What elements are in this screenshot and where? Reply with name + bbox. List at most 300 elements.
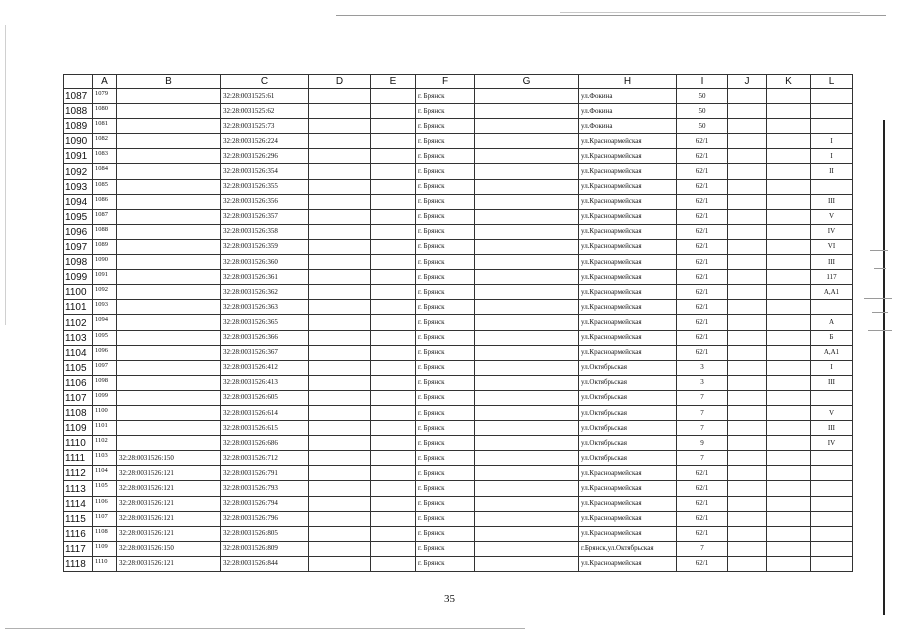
cell-g[interactable] [475,300,579,315]
cell-a[interactable]: 1102 [93,436,117,451]
cell-a[interactable]: 1106 [93,496,117,511]
cell-h[interactable]: ул.Красноармейская [579,270,677,285]
cell-b[interactable]: 32:28:0031526:121 [117,466,221,481]
cell-c[interactable]: 32:28:0031526:356 [221,194,309,209]
cell-d[interactable] [309,421,371,436]
cell-i[interactable]: 62/1 [677,315,728,330]
cell-d[interactable] [309,481,371,496]
cell-b[interactable] [117,239,221,254]
cell-f[interactable]: г. Брянск [416,104,475,119]
cell-j[interactable] [728,556,767,571]
cell-l[interactable]: III [811,421,853,436]
cell-j[interactable] [728,179,767,194]
cell-j[interactable] [728,209,767,224]
cell-b[interactable] [117,194,221,209]
cell-j[interactable] [728,89,767,104]
cell-a[interactable]: 1099 [93,390,117,405]
cell-j[interactable] [728,270,767,285]
cell-l[interactable] [811,511,853,526]
cell-i[interactable]: 50 [677,104,728,119]
row-number[interactable]: 1115 [64,511,93,526]
cell-a[interactable]: 1086 [93,194,117,209]
cell-d[interactable] [309,345,371,360]
cell-k[interactable] [767,119,811,134]
cell-j[interactable] [728,164,767,179]
cell-d[interactable] [309,149,371,164]
cell-i[interactable]: 62/1 [677,481,728,496]
cell-c[interactable]: 32:28:0031526:413 [221,375,309,390]
cell-f[interactable]: г. Брянск [416,134,475,149]
cell-e[interactable] [371,134,416,149]
cell-c[interactable]: 32:28:0031526:614 [221,405,309,420]
cell-g[interactable] [475,119,579,134]
cell-e[interactable] [371,300,416,315]
cell-c[interactable]: 32:28:0031526:224 [221,134,309,149]
cell-j[interactable] [728,405,767,420]
cell-h[interactable]: ул.Красноармейская [579,194,677,209]
cell-f[interactable]: г. Брянск [416,375,475,390]
cell-a[interactable]: 1080 [93,104,117,119]
cell-f[interactable]: г. Брянск [416,224,475,239]
cell-d[interactable] [309,255,371,270]
row-number[interactable]: 1117 [64,541,93,556]
cell-d[interactable] [309,224,371,239]
cell-l[interactable] [811,556,853,571]
row-number[interactable]: 1093 [64,179,93,194]
cell-b[interactable] [117,421,221,436]
cell-g[interactable] [475,285,579,300]
cell-k[interactable] [767,149,811,164]
cell-l[interactable]: I [811,360,853,375]
cell-i[interactable]: 7 [677,541,728,556]
cell-k[interactable] [767,224,811,239]
cell-b[interactable] [117,285,221,300]
cell-f[interactable]: г. Брянск [416,405,475,420]
cell-g[interactable] [475,194,579,209]
cell-c[interactable]: 32:28:0031526:365 [221,315,309,330]
row-number[interactable]: 1116 [64,526,93,541]
cell-l[interactable] [811,466,853,481]
cell-j[interactable] [728,255,767,270]
row-number[interactable]: 1103 [64,330,93,345]
cell-l[interactable]: V [811,405,853,420]
cell-a[interactable]: 1093 [93,300,117,315]
cell-h[interactable]: ул.Фокина [579,119,677,134]
cell-i[interactable]: 62/1 [677,255,728,270]
cell-i[interactable]: 7 [677,451,728,466]
cell-e[interactable] [371,451,416,466]
cell-g[interactable] [475,179,579,194]
cell-b[interactable]: 32:28:0031526:121 [117,556,221,571]
cell-i[interactable]: 3 [677,375,728,390]
cell-k[interactable] [767,194,811,209]
cell-a[interactable]: 1087 [93,209,117,224]
cell-g[interactable] [475,255,579,270]
cell-i[interactable]: 62/1 [677,224,728,239]
row-number[interactable]: 1114 [64,496,93,511]
cell-k[interactable] [767,436,811,451]
cell-g[interactable] [475,390,579,405]
cell-h[interactable]: ул.Октябрьская [579,360,677,375]
cell-d[interactable] [309,104,371,119]
cell-h[interactable]: ул.Фокина [579,104,677,119]
cell-k[interactable] [767,466,811,481]
cell-b[interactable] [117,104,221,119]
cell-b[interactable] [117,89,221,104]
cell-g[interactable] [475,89,579,104]
cell-h[interactable]: ул.Октябрьская [579,451,677,466]
cell-a[interactable]: 1092 [93,285,117,300]
cell-c[interactable]: 32:28:0031526:805 [221,526,309,541]
cell-b[interactable] [117,149,221,164]
cell-j[interactable] [728,315,767,330]
column-header-f[interactable]: F [416,75,475,89]
row-number[interactable]: 1108 [64,405,93,420]
cell-l[interactable]: А [811,315,853,330]
cell-l[interactable]: III [811,255,853,270]
row-number[interactable]: 1088 [64,104,93,119]
cell-k[interactable] [767,315,811,330]
cell-h[interactable]: ул.Красноармейская [579,164,677,179]
cell-l[interactable] [811,496,853,511]
cell-c[interactable]: 32:28:0031526:791 [221,466,309,481]
cell-j[interactable] [728,466,767,481]
cell-c[interactable]: 32:28:0031526:794 [221,496,309,511]
cell-k[interactable] [767,300,811,315]
cell-e[interactable] [371,511,416,526]
row-number[interactable]: 1113 [64,481,93,496]
cell-f[interactable]: г. Брянск [416,119,475,134]
row-number[interactable]: 1090 [64,134,93,149]
cell-j[interactable] [728,360,767,375]
row-number[interactable]: 1089 [64,119,93,134]
cell-h[interactable]: ул.Красноармейская [579,511,677,526]
cell-l[interactable] [811,89,853,104]
cell-f[interactable]: г. Брянск [416,239,475,254]
column-header-g[interactable]: G [475,75,579,89]
cell-f[interactable]: г. Брянск [416,451,475,466]
cell-g[interactable] [475,496,579,511]
row-number[interactable]: 1099 [64,270,93,285]
cell-j[interactable] [728,104,767,119]
cell-g[interactable] [475,270,579,285]
cell-d[interactable] [309,496,371,511]
cell-i[interactable]: 62/1 [677,496,728,511]
cell-a[interactable]: 1089 [93,239,117,254]
column-header-a[interactable]: A [93,75,117,89]
cell-h[interactable]: ул.Красноармейская [579,134,677,149]
cell-d[interactable] [309,285,371,300]
cell-a[interactable]: 1108 [93,526,117,541]
cell-f[interactable]: г. Брянск [416,285,475,300]
cell-b[interactable] [117,315,221,330]
row-number[interactable]: 1096 [64,224,93,239]
cell-c[interactable]: 32:28:0031526:712 [221,451,309,466]
cell-a[interactable]: 1088 [93,224,117,239]
cell-d[interactable] [309,119,371,134]
cell-a[interactable]: 1107 [93,511,117,526]
cell-g[interactable] [475,541,579,556]
cell-e[interactable] [371,209,416,224]
row-number[interactable]: 1091 [64,149,93,164]
cell-c[interactable]: 32:28:0031526:359 [221,239,309,254]
cell-d[interactable] [309,360,371,375]
cell-b[interactable]: 32:28:0031526:121 [117,481,221,496]
cell-a[interactable]: 1105 [93,481,117,496]
cell-b[interactable] [117,209,221,224]
cell-f[interactable]: г. Брянск [416,360,475,375]
cell-b[interactable] [117,134,221,149]
cell-i[interactable]: 62/1 [677,239,728,254]
cell-f[interactable]: г. Брянск [416,466,475,481]
cell-e[interactable] [371,119,416,134]
cell-j[interactable] [728,541,767,556]
column-header-c[interactable]: C [221,75,309,89]
cell-i[interactable]: 62/1 [677,149,728,164]
cell-h[interactable]: ул.Красноармейская [579,330,677,345]
cell-k[interactable] [767,526,811,541]
cell-j[interactable] [728,119,767,134]
cell-l[interactable]: А,А1 [811,345,853,360]
cell-b[interactable]: 32:28:0031526:121 [117,496,221,511]
cell-i[interactable]: 7 [677,390,728,405]
cell-h[interactable]: ул.Красноармейская [579,149,677,164]
cell-j[interactable] [728,239,767,254]
row-number[interactable]: 1104 [64,345,93,360]
cell-i[interactable]: 62/1 [677,194,728,209]
cell-i[interactable]: 62/1 [677,164,728,179]
cell-h[interactable]: ул.Октябрьская [579,375,677,390]
cell-d[interactable] [309,556,371,571]
cell-l[interactable] [811,104,853,119]
cell-c[interactable]: 32:28:0031526:686 [221,436,309,451]
cell-g[interactable] [475,421,579,436]
cell-e[interactable] [371,526,416,541]
cell-a[interactable]: 1100 [93,405,117,420]
cell-a[interactable]: 1095 [93,330,117,345]
row-number[interactable]: 1097 [64,239,93,254]
cell-k[interactable] [767,164,811,179]
cell-l[interactable] [811,481,853,496]
cell-f[interactable]: г. Брянск [416,421,475,436]
cell-c[interactable]: 32:28:0031525:62 [221,104,309,119]
cell-a[interactable]: 1090 [93,255,117,270]
cell-i[interactable]: 62/1 [677,285,728,300]
cell-d[interactable] [309,330,371,345]
cell-f[interactable]: г. Брянск [416,511,475,526]
cell-l[interactable]: IV [811,224,853,239]
cell-e[interactable] [371,255,416,270]
column-header-b[interactable]: B [117,75,221,89]
cell-h[interactable]: ул.Красноармейская [579,481,677,496]
cell-c[interactable]: 32:28:0031526:363 [221,300,309,315]
cell-g[interactable] [475,360,579,375]
cell-a[interactable]: 1101 [93,421,117,436]
cell-e[interactable] [371,270,416,285]
cell-h[interactable]: ул.Красноармейская [579,315,677,330]
cell-f[interactable]: г. Брянск [416,209,475,224]
corner-header[interactable] [64,75,93,89]
cell-g[interactable] [475,466,579,481]
cell-c[interactable]: 32:28:0031525:61 [221,89,309,104]
cell-f[interactable]: г. Брянск [416,255,475,270]
cell-e[interactable] [371,360,416,375]
cell-c[interactable]: 32:28:0031526:357 [221,209,309,224]
cell-b[interactable] [117,119,221,134]
cell-b[interactable] [117,300,221,315]
cell-g[interactable] [475,556,579,571]
row-number[interactable]: 1098 [64,255,93,270]
cell-k[interactable] [767,255,811,270]
cell-k[interactable] [767,421,811,436]
cell-k[interactable] [767,360,811,375]
column-header-k[interactable]: K [767,75,811,89]
cell-k[interactable] [767,104,811,119]
cell-d[interactable] [309,451,371,466]
cell-c[interactable]: 32:28:0031526:358 [221,224,309,239]
cell-i[interactable]: 62/1 [677,209,728,224]
cell-e[interactable] [371,330,416,345]
cell-g[interactable] [475,209,579,224]
cell-d[interactable] [309,390,371,405]
cell-a[interactable]: 1083 [93,149,117,164]
cell-d[interactable] [309,526,371,541]
cell-g[interactable] [475,526,579,541]
cell-g[interactable] [475,511,579,526]
cell-k[interactable] [767,134,811,149]
column-header-j[interactable]: J [728,75,767,89]
cell-b[interactable] [117,224,221,239]
cell-g[interactable] [475,405,579,420]
cell-a[interactable]: 1091 [93,270,117,285]
cell-f[interactable]: г. Брянск [416,315,475,330]
cell-b[interactable] [117,270,221,285]
cell-e[interactable] [371,541,416,556]
cell-e[interactable] [371,345,416,360]
cell-i[interactable]: 62/1 [677,134,728,149]
cell-c[interactable]: 32:28:0031526:366 [221,330,309,345]
cell-b[interactable] [117,360,221,375]
cell-a[interactable]: 1098 [93,375,117,390]
cell-b[interactable]: 32:28:0031526:150 [117,541,221,556]
cell-g[interactable] [475,436,579,451]
cell-h[interactable]: ул.Красноармейская [579,345,677,360]
row-number[interactable]: 1105 [64,360,93,375]
cell-l[interactable]: Б [811,330,853,345]
cell-g[interactable] [475,451,579,466]
cell-h[interactable]: ул.Октябрьская [579,405,677,420]
cell-f[interactable]: г. Брянск [416,436,475,451]
cell-e[interactable] [371,556,416,571]
cell-e[interactable] [371,481,416,496]
cell-f[interactable]: г. Брянск [416,526,475,541]
cell-h[interactable]: ул.Красноармейская [579,255,677,270]
cell-b[interactable] [117,436,221,451]
cell-f[interactable]: г. Брянск [416,179,475,194]
cell-k[interactable] [767,285,811,300]
cell-k[interactable] [767,239,811,254]
cell-a[interactable]: 1084 [93,164,117,179]
cell-e[interactable] [371,496,416,511]
cell-h[interactable]: ул.Красноармейская [579,224,677,239]
cell-e[interactable] [371,375,416,390]
cell-j[interactable] [728,511,767,526]
cell-l[interactable]: VI [811,239,853,254]
cell-l[interactable]: I [811,134,853,149]
cell-f[interactable]: г. Брянск [416,481,475,496]
cell-k[interactable] [767,556,811,571]
cell-i[interactable]: 9 [677,436,728,451]
cell-j[interactable] [728,194,767,209]
cell-f[interactable]: г. Брянск [416,164,475,179]
cell-j[interactable] [728,421,767,436]
cell-h[interactable]: ул.Октябрьская [579,436,677,451]
cell-i[interactable]: 50 [677,119,728,134]
cell-d[interactable] [309,89,371,104]
row-number[interactable]: 1109 [64,421,93,436]
cell-c[interactable]: 32:28:0031526:809 [221,541,309,556]
cell-j[interactable] [728,300,767,315]
cell-d[interactable] [309,541,371,556]
cell-k[interactable] [767,179,811,194]
cell-i[interactable]: 7 [677,405,728,420]
cell-e[interactable] [371,405,416,420]
cell-h[interactable]: ул.Красноармейская [579,239,677,254]
cell-j[interactable] [728,526,767,541]
cell-a[interactable]: 1082 [93,134,117,149]
cell-i[interactable]: 62/1 [677,330,728,345]
cell-i[interactable]: 62/1 [677,511,728,526]
cell-j[interactable] [728,451,767,466]
cell-i[interactable]: 62/1 [677,466,728,481]
cell-k[interactable] [767,345,811,360]
cell-e[interactable] [371,179,416,194]
row-number[interactable]: 1102 [64,315,93,330]
cell-f[interactable]: г. Брянск [416,345,475,360]
cell-c[interactable]: 32:28:0031526:412 [221,360,309,375]
cell-j[interactable] [728,134,767,149]
cell-a[interactable]: 1103 [93,451,117,466]
cell-c[interactable]: 32:28:0031526:796 [221,511,309,526]
cell-d[interactable] [309,300,371,315]
cell-k[interactable] [767,89,811,104]
cell-a[interactable]: 1079 [93,89,117,104]
row-number[interactable]: 1092 [64,164,93,179]
cell-j[interactable] [728,375,767,390]
cell-i[interactable]: 7 [677,421,728,436]
cell-f[interactable]: г. Брянск [416,89,475,104]
cell-d[interactable] [309,194,371,209]
cell-g[interactable] [475,164,579,179]
cell-c[interactable]: 32:28:0031526:360 [221,255,309,270]
cell-b[interactable]: 32:28:0031526:121 [117,526,221,541]
cell-l[interactable] [811,300,853,315]
cell-k[interactable] [767,405,811,420]
row-number[interactable]: 1107 [64,390,93,405]
cell-b[interactable] [117,375,221,390]
cell-e[interactable] [371,421,416,436]
row-number[interactable]: 1100 [64,285,93,300]
cell-e[interactable] [371,89,416,104]
cell-d[interactable] [309,209,371,224]
cell-g[interactable] [475,149,579,164]
cell-c[interactable]: 32:28:0031526:793 [221,481,309,496]
cell-h[interactable]: ул.Красноармейская [579,179,677,194]
cell-d[interactable] [309,405,371,420]
cell-a[interactable]: 1096 [93,345,117,360]
cell-g[interactable] [475,239,579,254]
cell-g[interactable] [475,224,579,239]
